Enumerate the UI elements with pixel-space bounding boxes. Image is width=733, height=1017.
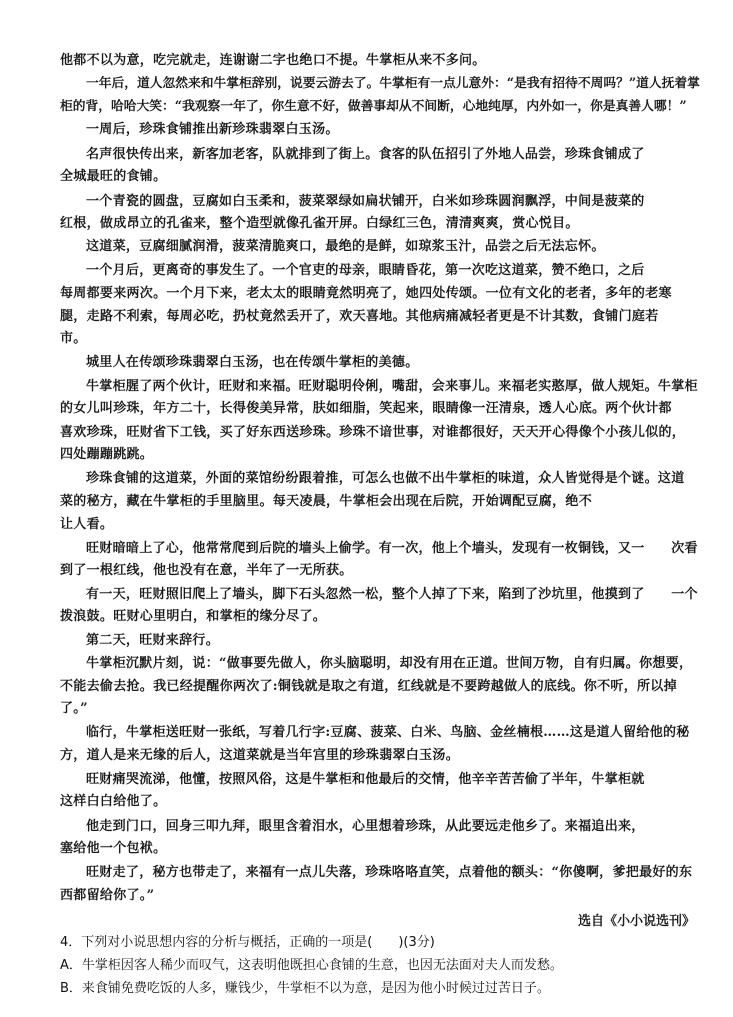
- paragraph-line: 这样白白给他了。: [60, 794, 167, 809]
- paragraph-line: 牛掌柜沉默片刻，说：“做事要先做人，你头脑聪明，却没有用在正道。世间万物，自有归属。你想要，: [86, 656, 693, 671]
- paragraph-line: 的女儿叫珍珠，年方二十，长得俊美异常，肤如细脂，笑起来，眼睛像一汪清泉，透人心底。两个伙计都: [60, 401, 672, 416]
- paragraph-line: 这道菜，豆腐细腻润滑，菠菜清脆爽口，最绝的是鲜，如琼浆玉汁，品尝之后无法忘怀。: [86, 239, 605, 254]
- paragraph-line: 有一天，旺财照旧爬上了墙头，脚下石头忽然一松，整个人掉了下来，陷到了沙坑里，他摸到了 一个: [86, 587, 698, 602]
- paragraph-line: 红根，做成昂立的孔雀来，整个造型就像孔雀开屏。白绿红三色，清清爽爽，赏心悦目。: [60, 216, 579, 231]
- paragraph-line: 让人看。: [60, 517, 114, 532]
- paragraph-line: 名声很快传出来，新客加老客，队就排到了街上。食客的队伍招引了外地人品尝，珍珠食铺成了: [86, 147, 645, 162]
- paragraph-line: 一个青瓷的圆盘，豆腐如白玉柔和，菠菜翠绿如扁状铺开，白米如珍珠圆润飘浮，中间是菠菜的: [86, 194, 645, 209]
- paragraph-line: 他走到门口，回身三叩九拜，眼里含着泪水，心里想着珍珠，从此要远走他乡了。来福追出来，: [86, 819, 645, 834]
- paragraph-line: 旺财暗暗上了心，他常常爬到后院的墙头上偷学。有一次，他上个墙头，发现有一枚铜钱，又一 次看: [86, 541, 698, 556]
- question-option-a: A．牛掌柜因客人稀少而叹气，这表明他既担心食铺的生意，也因无法面对夫人而发愁。: [60, 958, 563, 973]
- paragraph-line: 塞给他一个包袱。: [60, 841, 167, 856]
- paragraph-line: 市。: [60, 331, 87, 346]
- question-stem: 4．下列对小说思想内容的分析与概括，正确的一项是( )(3分): [60, 935, 435, 950]
- paragraph-line: 喜欢珍珠，旺财省下工钱，买了好东西送珍珠。珍珠不谙世事，对谁都很好，天天开心得像个小孩儿似的，: [60, 425, 686, 440]
- question-option-b: B．来食铺免费吃饭的人多，赚钱少，牛掌柜不以为意，是因为他小时候过过苦日子。: [60, 981, 550, 996]
- paragraph-line: 了。”: [60, 701, 88, 716]
- paragraph-line: 柜的背，哈哈大笑：“我观察一年了，你生意不好，做善事却从不间断，心地纯厚，内外如一，你是真善人哪！”: [60, 99, 687, 114]
- paragraph-line: 珍珠食铺的这道菜，外面的菜馆纷纷跟着推，可怎么也做不出牛掌柜的味道，众人皆觉得是个谜。这道: [86, 471, 685, 486]
- paragraph-line: 不能去偷去抢。我已经提醒你两次了:铜钱就是取之有道，红线就是不要跨越做人的底线。你不听，所以掉: [60, 679, 677, 694]
- paragraph-line: 腿，走路不利索，每周必吃，扔杖竟然丢开了，欢天喜地。其他病痛减轻者更是不计其数，食铺门庭若: [60, 309, 659, 324]
- paragraph-line: 旺财走了，秘方也带走了，来福有一点儿失落，珍珠咯咯直笑，点着他的额头：“你傻啊，爹把最好的东: [86, 865, 693, 880]
- paragraph-line: 旺财痛哭流涕，他懂，按照风俗，这是牛掌柜和他最后的交情，他辛辛苦苦偷了半年，牛掌柜就: [86, 772, 645, 787]
- paragraph-line: 临行，牛掌柜送旺财一张纸，写着几行字:豆腐、菠菜、白米、鸟脑、金丝楠根……这是道人留给他的秘: [86, 725, 690, 740]
- paragraph-line: 四处蹦蹦跳跳。: [60, 447, 154, 462]
- paragraph-line: 拨浪鼓。旺财心里明白，和掌柜的缘分尽了。: [60, 609, 327, 624]
- paragraph-line: 西都留给你了。”: [60, 888, 155, 903]
- paragraph-line: 第二天，旺财来辞行。: [86, 633, 220, 648]
- paragraph-line: 一周后，珍珠食铺推出新珍珠翡翠白玉汤。: [86, 122, 339, 137]
- paragraph-line: 一个月后，更离奇的事发生了。一个官吏的母亲，眼睛昏花，第一次吃这道菜，赞不绝口，之后: [86, 263, 645, 278]
- paragraph-line: 每周都要来两次。一个月下来，老太太的眼睛竟然明亮了，她四处传颂。一位有文化的老者，多年的老寒: [60, 286, 672, 301]
- paragraph-line: 一年后，道人忽然来和牛掌柜辞别，说要云游去了。牛掌柜有一点儿意外：“是我有招待不周吗？”道人抚着掌: [86, 76, 700, 91]
- source-citation: 选自《小小说选刊》: [577, 914, 695, 929]
- paragraph-line: 方，道人是来无缘的后人，这道菜就是当年宫里的珍珠翡翠白玉汤。: [60, 748, 460, 763]
- paragraph-line: 菜的秘方，藏在牛掌柜的手里脑里。每天凌晨，牛掌柜会出现在后院，开始调配豆腐，绝不: [60, 494, 593, 509]
- paragraph-line: 全城最旺的食铺。: [60, 169, 167, 184]
- paragraph-line: 他都不以为意，吃完就走，连谢谢二字也绝口不提。牛掌柜从来不多问。: [60, 53, 486, 68]
- paragraph-line: 城里人在传颂珍珠翡翠白玉汤，也在传颂牛掌柜的美德。: [86, 355, 419, 370]
- paragraph-line: 到了一根红线，他也没有在意，半年了一无所获。: [60, 563, 353, 578]
- paragraph-line: 牛掌柜腥了两个伙计，旺财和来福。旺财聪明伶俐，嘴甜，会来事儿。来福老实憨厚，做人规矩。牛掌柜: [86, 379, 698, 394]
